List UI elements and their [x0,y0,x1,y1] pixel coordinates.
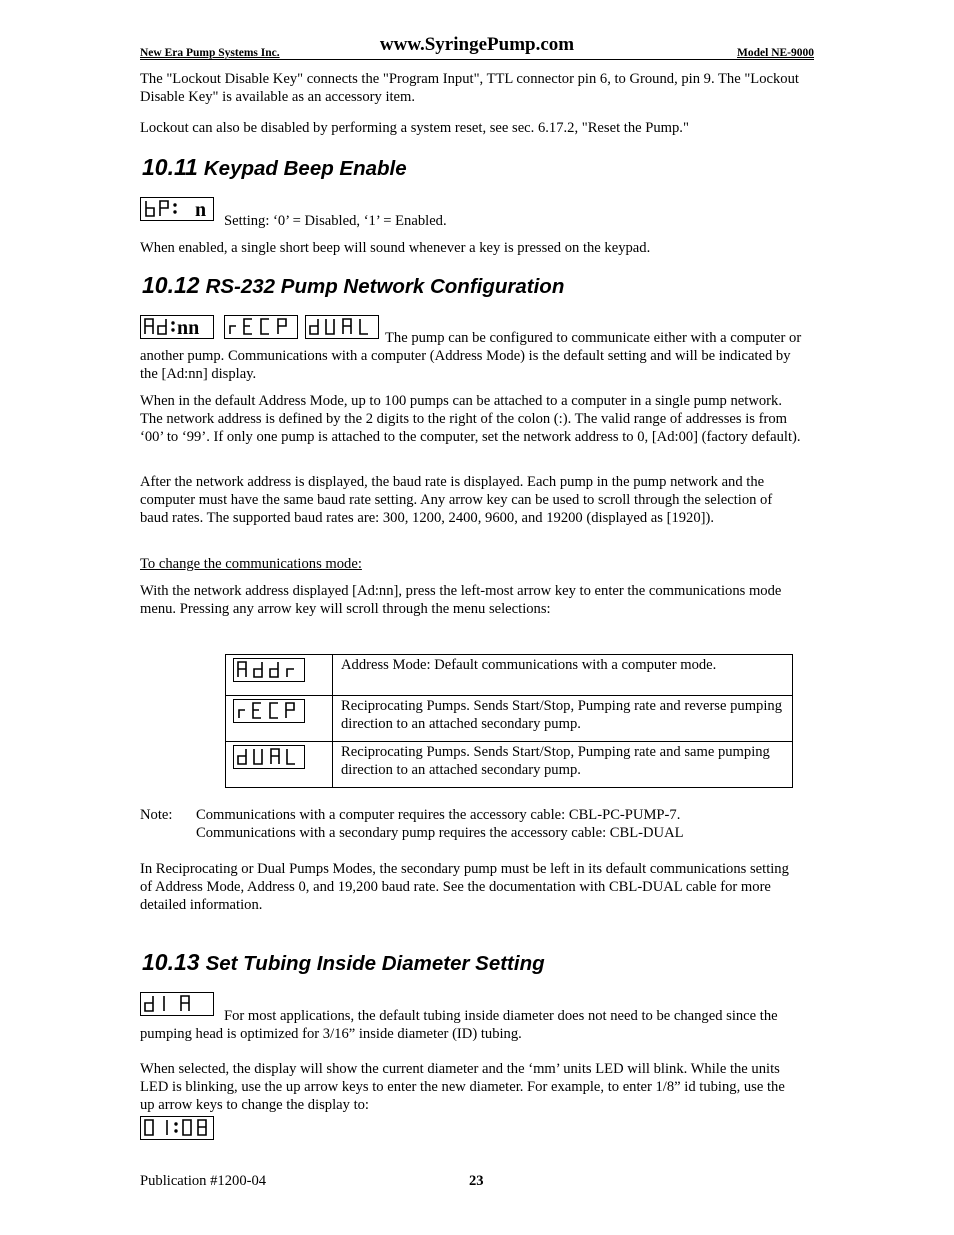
section-10-13-paragraph-1: For most applications, the default tubing inside diameter does not need to be changed since the pumping head is optimized for 3/16” inside diameter (ID) tubing. [140,1008,778,1042]
intro-paragraph-2: Lockout can also be disabled by performing a system reset, see sec. 6.17.2, "Reset the Pump." [140,120,689,136]
section-10-11-heading [142,154,407,180]
footer-publication: Publication #1200-04 [140,1173,267,1189]
table-row [226,742,793,788]
section-number: 10.13 [142,949,200,975]
lcd-display-beep [140,197,214,221]
section-10-12-paragraph-1: The pump can be configured to communicate either with a computer or another pump. Communications with a computer (Address Mode) is the default setting and will be indicated by the [Ad:nn] display. [140,330,802,382]
section-10-13-paragraph-2: When selected, the display will show the current diameter and the ‘mm’ units LED will blink. While the units LED is blinking, use the up arrow keys to enter the new diameter. For example, to enter 1/8” id tubing, use the up arrow keys to change the display to: [140,1061,785,1113]
section-10-12-paragraph-2: When in the default Address Mode, up to 100 pumps can be attached to a computer in a single pump network. The network address is defined by the 2 digits to the right of the colon (:). The valid range of addresses is from ‘00’ to ‘99’. If only one pump is attached to the computer, set the network address to 0, [Ad:00] (factory default). [140,393,801,445]
svg-text:n: n [195,199,207,219]
section-number: 10.11 [142,154,198,180]
lcd-01-08-icon [141,1117,212,1138]
note-line-1: Communications with a computer requires the accessory cable: CBL-PC-PUMP-7. [196,807,681,823]
table-row [226,655,793,696]
section-title: Keypad Beep Enable [203,157,407,180]
intro-paragraph-1: The "Lockout Disable Key" connects the "Program Input", TTL connector pin 6, to Ground, pin 9. The "Lockout Disable Key" is available as an accessory item. [140,71,799,105]
lcd-display-dual [233,745,305,769]
mode-description: Address Mode: Default communications with a computer mode. [333,655,793,696]
change-mode-heading: To change the communications mode: [140,556,362,572]
section-number: 10.12 [142,272,200,298]
beep-setting-text: Setting: ‘0’ = Disabled, ‘1’ = Enabled. [224,213,447,229]
section-10-12-heading [142,272,565,298]
section-10-12-paragraph-5: In Reciprocating or Dual Pumps Modes, the secondary pump must be left in its default communications setting of Address Mode, Address 0, and 19,200 baud rate. See the documentation with CBL-DUAL cable for more detailed information. [140,861,789,913]
section-10-12-paragraph-3: After the network address is displayed, the baud rate is displayed. Each pump in the pump network and the computer must have the same baud rate setting. Any arrow key can be used to scroll through the selection of baud rates. The supported baud rates are: 300, 1200, 2400, 9600, and 19200 (displayed as [1920]). [140,474,773,526]
mode-description: Reciprocating Pumps. Sends Start/Stop, Pumping rate and same pumping direction to an attached secondary pump. [333,742,793,788]
mode-description: Reciprocating Pumps. Sends Start/Stop, Pumping rate and reverse pumping direction to an attached secondary pump. [333,696,793,742]
page-number: 23 [469,1173,484,1189]
section-title: Set Tubing Inside Diameter Setting [205,952,545,975]
lcd-bp-icon [141,198,212,219]
header-company: New Era Pump Systems Inc. [140,47,280,59]
note-line-2: Communications with a secondary pump requires the accessory cable: CBL-DUAL [196,825,684,841]
header-model: Model NE-9000 [737,47,814,59]
section-10-11-paragraph: When enabled, a single short beep will sound whenever a key is pressed on the keypad. [140,240,651,256]
lcd-dual-icon [234,746,303,767]
note-label: Note: [140,807,173,823]
svg-text:nn: nn [177,317,200,337]
lcd-display-addr [233,658,305,682]
header-website: www.SyringePump.com [379,34,575,55]
lcd-display-recp [233,699,305,723]
section-10-13-heading [142,949,545,975]
section-10-12-paragraph-4: With the network address displayed [Ad:nn], press the left-most arrow key to enter the communications mode menu. Pressing any arrow key will scroll through the menu selections: [140,583,782,617]
lcd-display-example [140,1116,214,1140]
table-row [226,696,793,742]
lcd-addr-icon [234,659,303,680]
communication-modes-table [225,654,793,788]
header-rule [140,59,814,60]
lcd-recp-icon [234,700,303,721]
page-header [140,36,814,62]
section-title: RS-232 Pump Network Configuration [205,275,565,298]
